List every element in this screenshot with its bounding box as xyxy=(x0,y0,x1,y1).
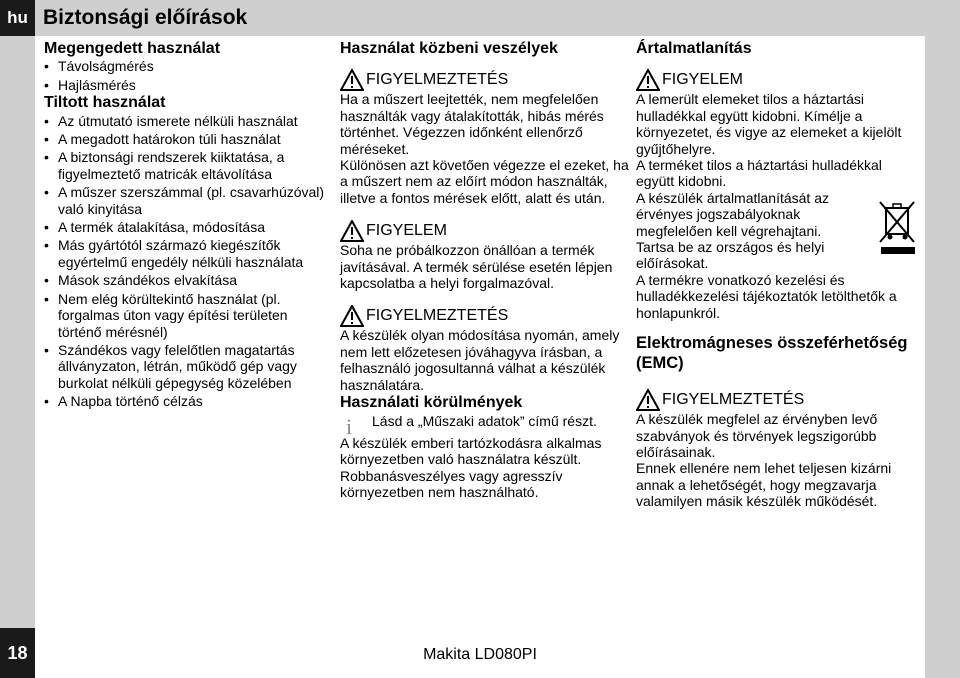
paragraph: A készülék ártalmatlanítását az érvényes jogszabályoknak megfelelően kell végrehajtani. xyxy=(636,189,829,239)
warning-label: FIGYELMEZTETÉS xyxy=(662,390,805,408)
warning-triangle-icon xyxy=(340,69,364,91)
paragraph: Soha ne próbálkozzon önállóan a termék javításával. A termék sérülése esetén lépjen kapcsolatba a helyi forgalmazóval. xyxy=(340,242,613,292)
crossed-bin-icon xyxy=(878,200,918,256)
right-margin-strip xyxy=(925,0,960,678)
emc-heading: Elektromágneses összeférhetőség (EMC) xyxy=(636,334,908,373)
list-item: • Az útmutató ismerete nélküli használat xyxy=(44,113,334,129)
list-item: • A megadott határokon túli használat xyxy=(44,131,334,147)
paragraph: Tartsa be az országos és helyi előírásokat. xyxy=(636,239,825,272)
warning-label: FIGYELMEZTETÉS xyxy=(366,71,509,89)
list-item: • Nem elég körültekintő használat (pl. forgalmas úton vagy építési területen történő mérésnél) xyxy=(44,291,334,340)
info-icon: i xyxy=(346,413,353,439)
disposal-heading: Ártalmatlanítás xyxy=(636,40,752,57)
hazards-heading: Használat közbeni veszélyek xyxy=(340,40,558,57)
warning-triangle-icon xyxy=(636,69,660,91)
warning-block-5 xyxy=(636,389,921,411)
paragraph: Különösen azt követően végezze el ezeket, ha a műszert nem az előírt módon használták, illetve a fontos mérések előtt, alatt és után. xyxy=(340,157,629,206)
warning-triangle-icon xyxy=(340,305,364,327)
left-margin-strip xyxy=(0,36,35,678)
list-item: • Távolságmérés xyxy=(44,58,334,74)
info-block xyxy=(340,412,630,439)
warning-block-3 xyxy=(340,305,630,327)
list-item: • Mások szándékos elvakítása xyxy=(44,272,334,288)
warning-triangle-icon xyxy=(340,220,364,242)
list-item: • Hajlásmérés xyxy=(44,77,334,93)
column-usage xyxy=(44,41,334,412)
forbidden-use-list xyxy=(44,113,334,410)
warning-block-1 xyxy=(340,69,630,91)
column-hazards xyxy=(340,41,630,501)
column-disposal xyxy=(636,41,921,510)
warning-block-4 xyxy=(636,69,921,91)
list-item: • Szándékos vagy felelőtlen magatartás állványzaton, létrán, működő gép vagy burkolat nélküli gépegység közelében xyxy=(44,342,334,391)
paragraph: Lásd a „Műszaki adatok” című részt. xyxy=(372,412,597,429)
paragraph: A készülék emberi tartózkodásra alkalmas környezetben való használatra készült. Robbanásveszélyes vagy agresszív környezetben nem használható. xyxy=(340,434,602,501)
warning-label: FIGYELEM xyxy=(662,71,743,89)
list-item: • A műszer szerszámmal (pl. csavarhúzóval) való kinyitása xyxy=(44,184,334,217)
forbidden-use-heading: Tiltott használat xyxy=(44,94,166,112)
allowed-use-list xyxy=(44,58,334,93)
conditions-heading: Használati körülmények xyxy=(340,394,523,412)
warning-label: FIGYELMEZTETÉS xyxy=(366,307,509,325)
page-title: Biztonsági előírások xyxy=(43,6,248,29)
page-number: 18 xyxy=(0,628,35,678)
allowed-use-heading: Megengedett használat xyxy=(44,40,221,57)
paragraph: A készülék olyan módosítása nyomán, amely nem lett előzetesen jóváhagyva írásban, a felhasználó jogosultanná válhat a készülék használatára. xyxy=(340,327,620,393)
footer-product: Makita LD080PI xyxy=(423,646,537,663)
list-item: • A biztonsági rendszerek kiiktatása, a figyelmeztető matricák eltávolítása xyxy=(44,149,334,182)
paragraph: A terméket tilos a háztartási hulladékkal együtt kidobni. xyxy=(636,157,882,190)
warning-block-2 xyxy=(340,220,630,242)
list-item: • A Napba történő célzás xyxy=(44,393,334,409)
language-tab: hu xyxy=(0,0,35,36)
paragraph: A készülék megfelel az érvényben levő szabványok és törvények legszigorúbb előírásainak. xyxy=(636,411,878,460)
paragraph: A termékre vonatkozó kezelési és hulladékkezelési tájékoztatók letölthetők a honlapunkról. xyxy=(636,271,897,321)
list-item: • Más gyártótól származó kiegészítők egyértelmű engedély nélküli használata xyxy=(44,237,334,270)
warning-label: FIGYELEM xyxy=(366,222,447,240)
paragraph: Ha a műszert leejtették, nem megfelelően használták vagy átalakították, hibás mérés történhet. Végezzen időnként ellenőrző méréseket. xyxy=(340,91,604,157)
paragraph: Ennek ellenére nem lehet teljesen kizárni annak a lehetőségét, hogy megzavarja valamilyen másik készülék működését. xyxy=(636,460,892,510)
warning-triangle-icon xyxy=(636,389,660,411)
list-item: • A termék átalakítása, módosítása xyxy=(44,219,334,235)
paragraph: A lemerült elemeket tilos a háztartási hulladékkal együtt kidobni. Kímélje a környezetet, és vigye az elemeket a kijelölt gyűjtőhelyre. xyxy=(636,91,902,157)
